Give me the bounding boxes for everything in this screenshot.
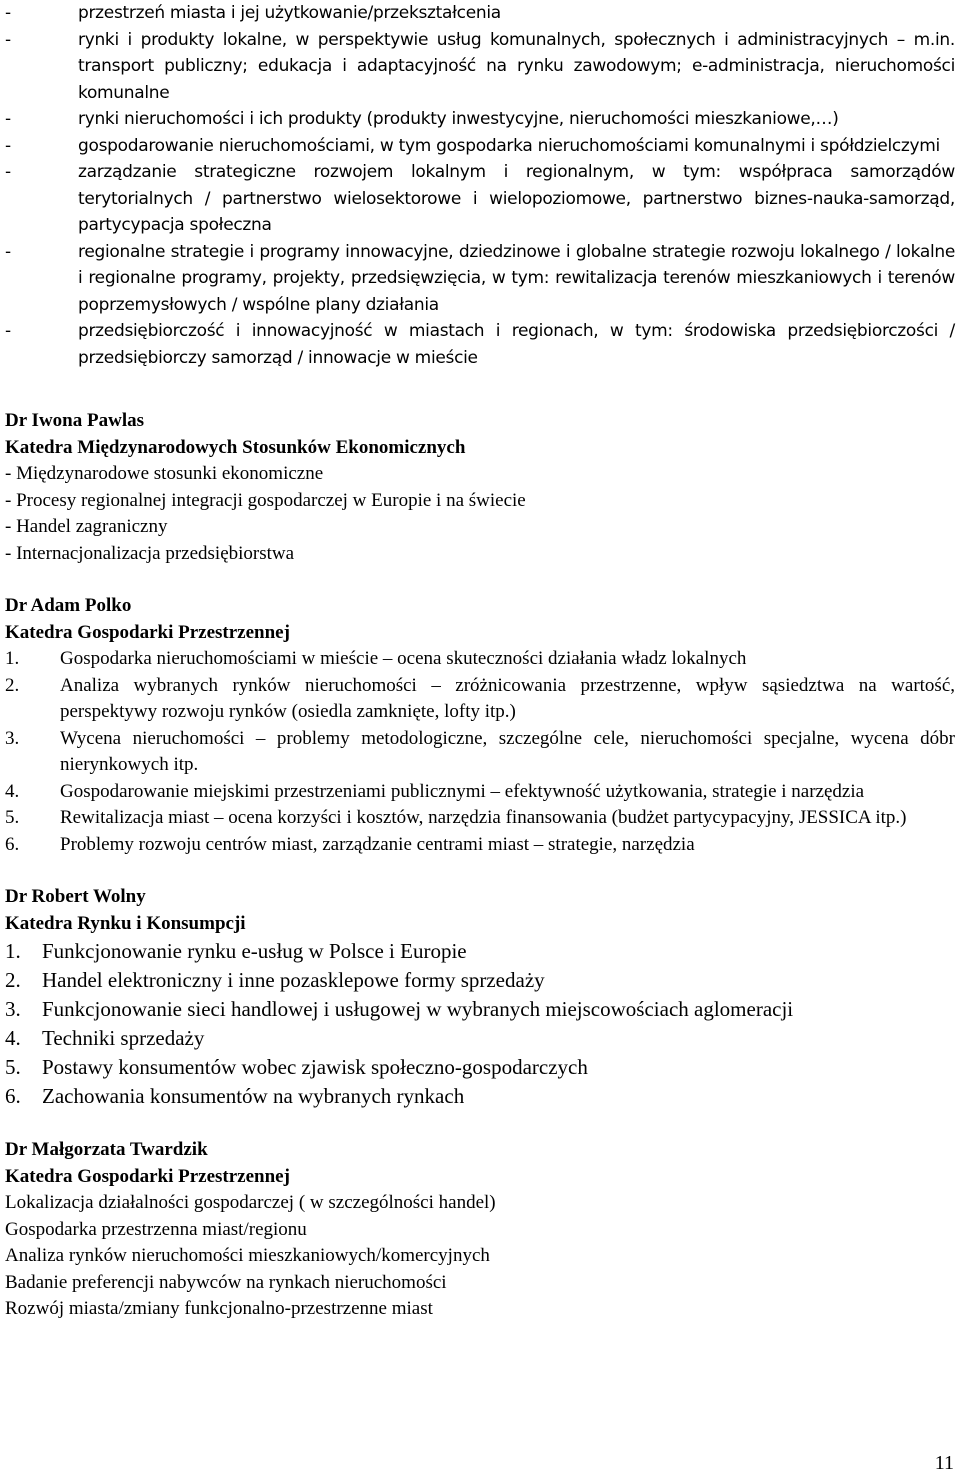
list-item: 2. Analiza wybranych rynków nieruchomości – zróżnicowania przestrzenne, wpływ sąsiedztwa na wartość, perspektywy rozwoju rynków (osiedla zamknięte, lofty itp.) — [5, 674, 955, 722]
page-number: 11 — [934, 1452, 954, 1474]
list-item: 6. Problemy rozwoju centrów miast, zarządzanie centrami miast – strategie, narzędzia — [5, 833, 695, 855]
list-item: Rozwój miasta/zmiany funkcjonalno-przestrzenne miast — [5, 1298, 433, 1319]
document-page — [5, 0, 955, 1323]
supervisor-name: Dr Robert Wolny — [5, 886, 146, 907]
list-item: - rynki nieruchomości i ich produkty (produkty inwestycyjne, nieruchomości mieszkaniowe,…) — [5, 109, 839, 129]
list-item: - Procesy regionalnej integracji gospodarczej w Europie i na świecie — [5, 489, 526, 511]
list-item: 6. Zachowania konsumentów na wybranych rynkach — [5, 1084, 465, 1108]
list-item: 4. Techniki sprzedaży — [5, 1026, 205, 1050]
supervisor-name: Dr Małgorzata Twardzik — [5, 1139, 208, 1160]
list-item: - zarządzanie strategiczne rozwojem lokalnym i regionalnym, w tym: współpraca samorządów terytorialnych / partnerstwo wielosektorowe i wielopoziomowe, partnerstwo biznes-nauka-samorząd, partycypacja społeczna — [5, 162, 955, 235]
department-name: Katedra Międzynarodowych Stosunków Ekonomicznych — [5, 436, 466, 458]
list-item: 4. Gospodarowanie miejskimi przestrzeniami publicznymi – efektywność użytkowania, strategie i narzędzia — [5, 780, 865, 802]
list-item: 5. Postawy konsumentów wobec zjawisk społeczno-gospodarczych — [5, 1055, 588, 1079]
list-item: - gospodarowanie nieruchomościami, w tym gospodarka nieruchomościami komunalnymi i spółdzielczymi — [5, 135, 940, 156]
topic-list — [5, 646, 955, 858]
list-item: Badanie preferencji nabywców na rynkach nieruchomości — [5, 1271, 447, 1293]
list-item: 3. Funkcjonowanie sieci handlowej i usługowej w wybranych miejscowościach aglomeracji — [5, 997, 794, 1021]
list-item: - regionalne strategie i programy innowacyjne, dziedzinowe i globalne strategie rozwoju lokalnego / lokalne i regionalne programy, projekty, przedsięwzięcia, w tym: rewitalizacja terenów mieszkaniowych i terenów poprzemysłowych / wspólne plany działania — [5, 241, 955, 315]
section-pawlas — [5, 408, 955, 567]
supervisor-name: Dr Adam Polko — [5, 595, 132, 616]
list-item: - Internacjonalizacja przedsiębiorstwa — [5, 542, 295, 564]
section-wolny — [5, 884, 955, 1111]
list-item: - Handel zagraniczny — [5, 516, 168, 537]
topic-list — [5, 0, 955, 371]
supervisor-name: Dr Iwona Pawlas — [5, 410, 144, 431]
department-name: Katedra Gospodarki Przestrzennej — [5, 621, 290, 643]
list-item: - Międzynarodowe stosunki ekonomiczne — [5, 463, 324, 484]
list-item: Gospodarka przestrzenna miast/regionu — [5, 1218, 307, 1240]
topic-list — [5, 937, 955, 1111]
list-item: Analiza rynków nieruchomości mieszkaniowych/komercyjnych — [5, 1245, 490, 1266]
list-item: Lokalizacja działalności gospodarczej ( w szczególności handel) — [5, 1192, 496, 1213]
list-item: - przestrzeń miasta i jej użytkowanie/przekształcenia — [5, 3, 501, 23]
list-item: - rynki i produkty lokalne, w perspektywie usług komunalnych, społecznych i administracyjnych – m.in. transport publiczny; edukacja i adaptacyjność na rynku zawodowym; e-administracja, nieruchomości komunalne — [5, 29, 955, 103]
department-name: Katedra Rynku i Konsumpcji — [5, 912, 246, 934]
list-item: 3. Wycena nieruchomości – problemy metodologiczne, szczególne cele, nieruchomości specjalne, wycena dóbr nierynkowych itp. — [5, 727, 955, 775]
section-twardzik — [5, 1137, 955, 1323]
department-name: Katedra Gospodarki Przestrzennej — [5, 1165, 290, 1187]
list-item: 1. Funkcjonowanie rynku e-usług w Polsce i Europie — [5, 939, 467, 963]
list-item: 5. Rewitalizacja miast – ocena korzyści i kosztów, narzędzia finansowania (budżet partycypacyjny, JESSICA itp.) — [5, 807, 907, 828]
section-polko — [5, 593, 955, 858]
list-item: 1. Gospodarka nieruchomościami w mieście – ocena skuteczności działania władz lokalnych — [5, 648, 747, 669]
list-item: 2. Handel elektroniczny i inne pozasklepowe formy sprzedaży — [5, 968, 545, 992]
list-item: - przedsiębiorczość i innowacyjność w miastach i regionach, w tym: środowiska przedsiębiorczości / przedsiębiorczy samorząd / innowacje w mieście — [5, 321, 955, 368]
